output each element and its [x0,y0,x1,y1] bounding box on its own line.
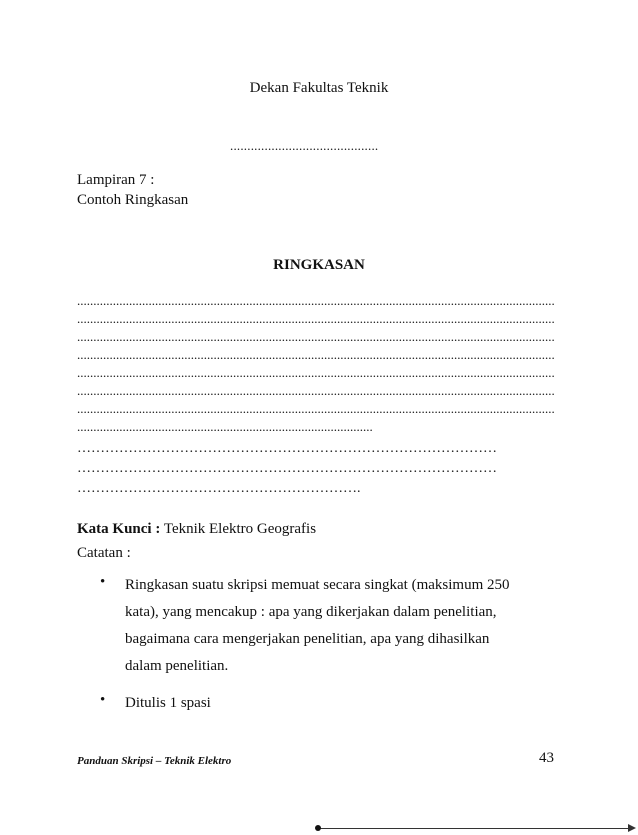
bottom-rule [318,828,634,829]
notes-label: Catatan : [77,545,131,561]
keywords-value: Teknik Elektro Geografis [160,521,317,537]
note-line: kata), yang mencakup : apa yang dikerjakan dalam penelitian, [125,604,497,620]
dotted-line: ........................................................................................... [77,419,373,434]
bottom-dot-icon [315,825,321,831]
dotted-line: ................................................................................................................................................... [77,401,555,416]
dotted-line: ................................................................................................................................................... [77,329,555,344]
attachment-name: Contoh Ringkasan [77,192,189,208]
bullet-icon: • [100,692,106,708]
note-line: Ringkasan suatu skripsi memuat secara singkat (maksimum 250 [125,577,510,593]
dotted-line: ................................................................................................................................................... [77,347,555,362]
footer-title: Panduan Skripsi – Teknik Elektro [77,755,232,767]
page-number: 43 [539,750,554,766]
ellipsis-line: ……………………………………………………………………………… [77,441,497,456]
keywords [77,521,316,538]
note-line: dalam penelitian. [125,658,229,674]
attachment-number: Lampiran 7 : [77,172,155,188]
ellipsis-line: ……………………………………………………………………………… [77,461,497,476]
ellipsis-line: ……………………………………………………. [77,481,361,496]
signature-line: ........................................... [230,138,379,153]
arrow-right-icon [628,824,636,832]
note-line: bagaimana cara mengerjakan penelitian, apa yang dihasilkan [125,631,490,647]
bullet-icon: • [100,574,106,590]
dotted-line: ................................................................................................................................................... [77,293,555,308]
signature-title: Dekan Fakultas Teknik [249,80,389,96]
keywords-label: Kata Kunci : [77,521,161,537]
section-heading: RINGKASAN [273,257,365,273]
note-line: Ditulis 1 spasi [125,695,211,711]
dotted-line: ................................................................................................................................................... [77,383,555,398]
dotted-line: ................................................................................................................................................... [77,311,555,326]
dotted-line: ................................................................................................................................................... [77,365,555,380]
